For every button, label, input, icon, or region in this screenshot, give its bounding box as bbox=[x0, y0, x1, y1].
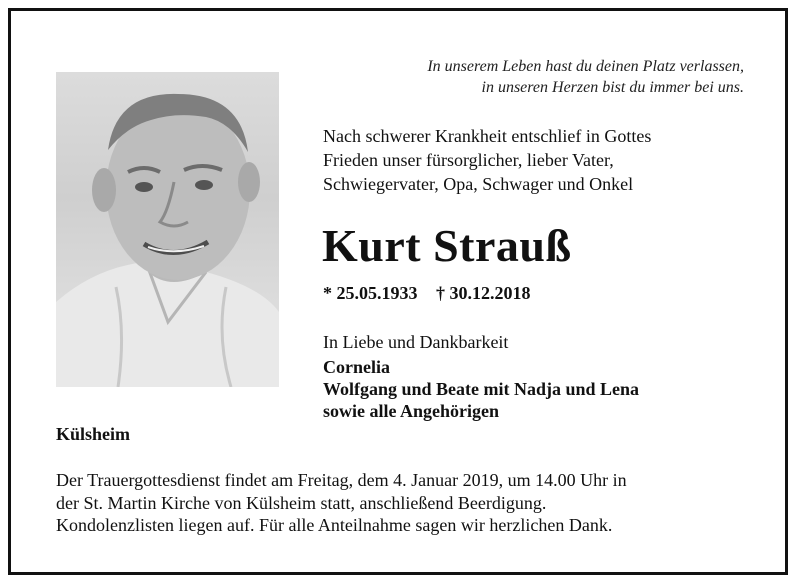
service-notice bbox=[56, 469, 756, 537]
closing-phrase: In Liebe und Dankbarkeit bbox=[323, 332, 509, 352]
mourner-line: sowie alle Angehörigen bbox=[323, 401, 499, 421]
notice-line: der St. Martin Kirche von Külsheim statt, anschließend Beerdigung. bbox=[56, 492, 547, 513]
poem-line: In unserem Leben hast du deinen Platz verlassen, bbox=[427, 58, 744, 75]
location: Külsheim bbox=[56, 424, 131, 444]
mourners-list bbox=[323, 356, 639, 422]
intro-text bbox=[323, 124, 743, 196]
deceased-name: Kurt Strauß bbox=[322, 220, 572, 271]
notice-line: Der Trauergottesdienst findet am Freitag, dem 4. Januar 2019, um 14.00 Uhr in bbox=[56, 470, 627, 490]
mourner-line: Wolfgang und Beate mit Nadja und Lena bbox=[323, 379, 640, 399]
notice-line: Kondolenzlisten liegen auf. Für alle Anteilnahme sagen wir herzlichen Dank. bbox=[56, 515, 613, 535]
mourner-line: Cornelia bbox=[323, 357, 390, 377]
life-dates bbox=[323, 281, 531, 305]
intro-line: Frieden unser fürsorglicher, lieber Vater, bbox=[323, 150, 614, 170]
poem bbox=[427, 56, 744, 98]
portrait-photo bbox=[56, 72, 279, 387]
intro-line: Nach schwerer Krankheit entschlief in Gottes bbox=[323, 126, 652, 146]
intro-line: Schwiegervater, Opa, Schwager und Onkel bbox=[323, 174, 634, 194]
portrait-icon bbox=[56, 72, 279, 387]
poem-line: in unseren Herzen bist du immer bei uns. bbox=[481, 79, 744, 96]
birth-date: * 25.05.1933 bbox=[323, 283, 418, 303]
death-date: † 30.12.2018 bbox=[436, 283, 531, 303]
